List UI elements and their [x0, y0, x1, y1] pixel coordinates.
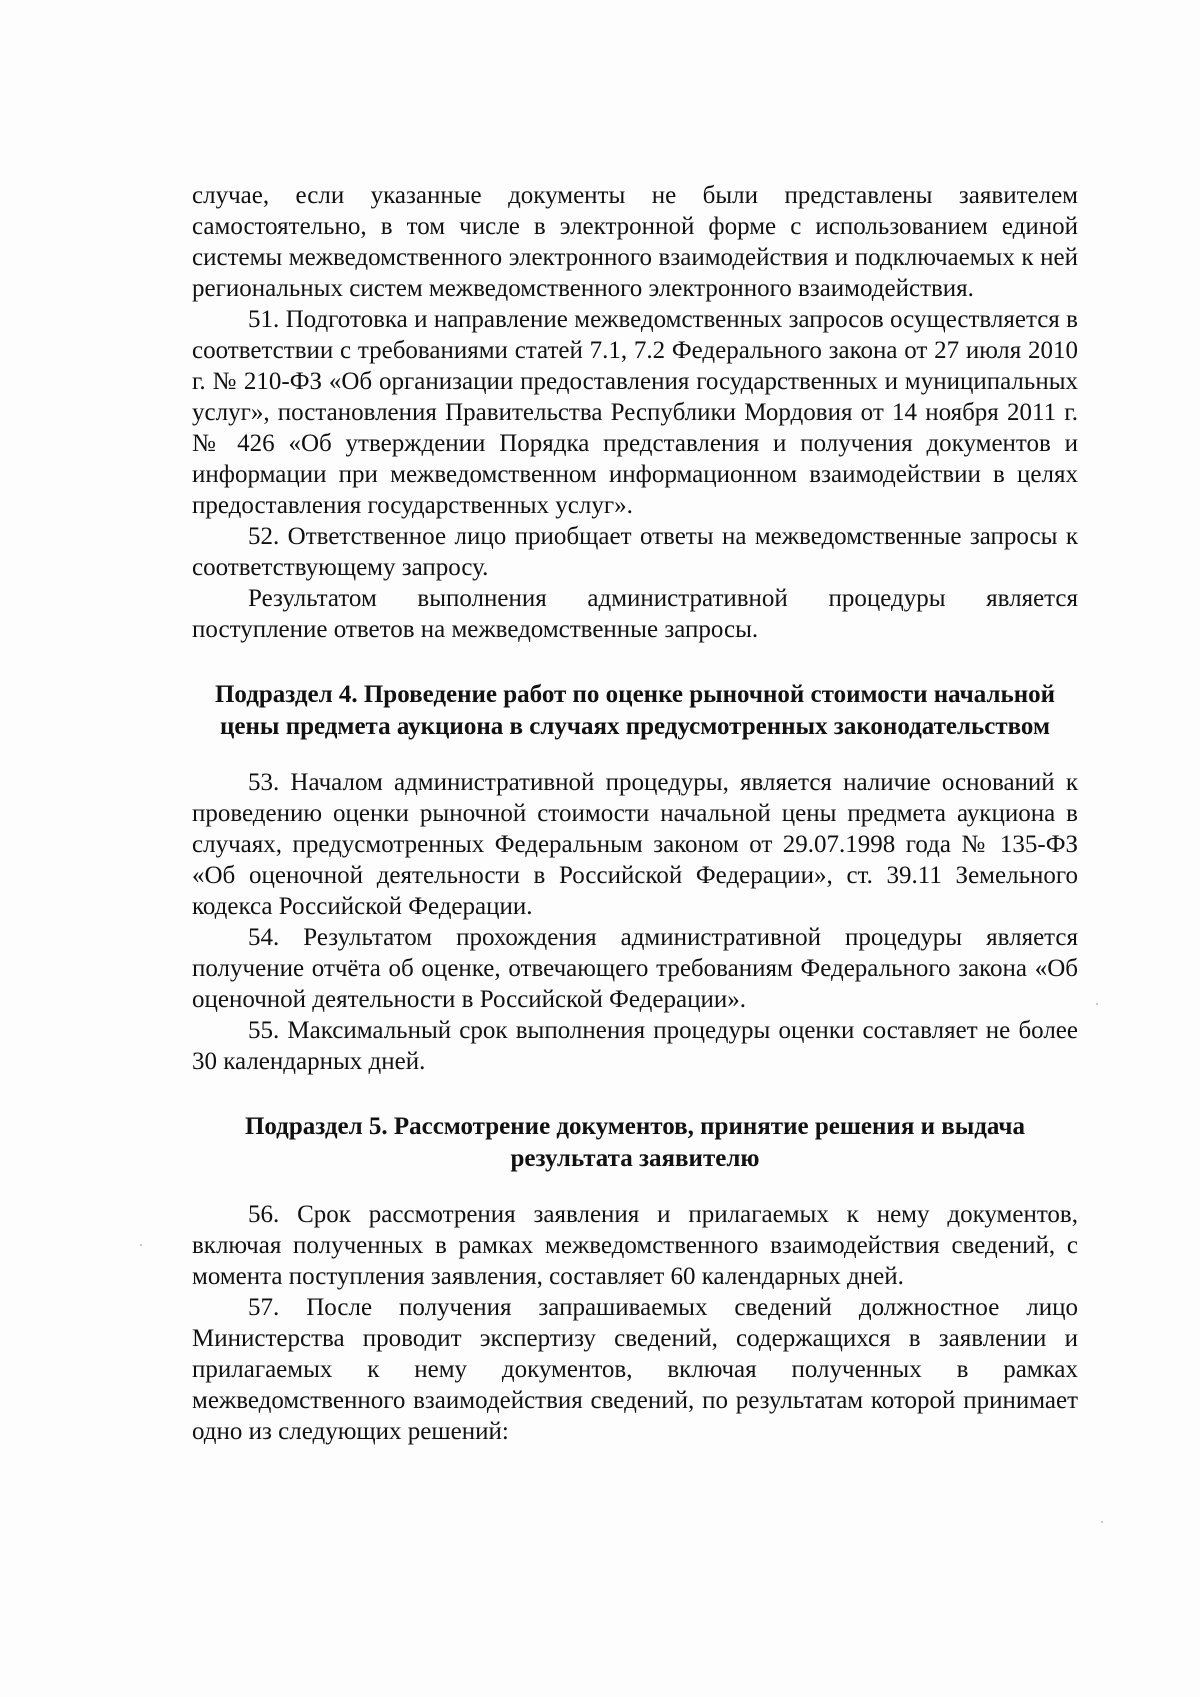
paragraph-55: 55. Максимальный срок выполнения процедуры оценки составляет не более 30 календарных дней.	[192, 1017, 1078, 1075]
scan-speck	[1096, 1003, 1098, 1005]
section-heading-5: Подраздел 5. Рассмотрение документов, принятие решения и выдача результата заявителю	[244, 1113, 1026, 1172]
scan-speck	[140, 1244, 142, 1246]
spacer	[192, 645, 1078, 679]
spacer	[192, 1077, 1078, 1111]
section-heading-4: Подраздел 4. Проведение работ по оценке рыночной стоимости начальной цены предмета аукциона в случаях предусмотренных законодательством	[214, 681, 1056, 740]
document-body	[192, 180, 1078, 1447]
paragraph-51: 51. Подготовка и направление межведомственных запросов осуществляется в соответствии с требованиями статей 7.1, 7.2 Федерального закона от 27 июля 2010 г. № 210-ФЗ «Об организации предоставления государственных и муниципальных услуг», постановления Правительства Республики Мордовия от 14 ноября 2011 г. № 426 «Об утверждении Порядка представления и получения документов и информации при межведомственном информационном взаимодействии в целях предоставления государственных услуг».	[192, 306, 1078, 519]
paragraph-continuation: случае, если указанные документы не были представлены заявителем самостоятельно, в том числе в электронной форме с использованием единой системы межведомственного электронного взаимодействия и подключаемых к ней региональных систем межведомственного электронного взаимодействия.	[192, 182, 1078, 302]
paragraph-52-result: Результатом выполнения административной процедуры является поступление ответов на межведомственные запросы.	[192, 585, 1078, 643]
paragraph-57: 57. После получения запрашиваемых сведений должностное лицо Министерства проводит экспертизу сведений, содержащихся в заявлении и прилагаемых к нему документов, включая полученных в рамках межведомственного взаимодействия сведений, по результатам которой принимает одно из следующих решений:	[192, 1294, 1078, 1445]
paragraph-52: 52. Ответственное лицо приобщает ответы на межведомственные запросы к соответствующему запросу.	[192, 523, 1078, 581]
paragraph-53: 53. Началом административной процедуры, является наличие оснований к проведению оценки рыночной стоимости начальной цены предмета аукциона в случаях, предусмотренных Федеральным законом от 29.07.1998 года № 135-ФЗ «Об оценочной деятельности в Российской Федерации», ст. 39.11 Земельного кодекса Российской Федерации.	[192, 769, 1078, 920]
paragraph-54: 54. Результатом прохождения административной процедуры является получение отчёта об оценке, отвечающего требованиям Федерального закона «Об оценочной деятельности в Российской Федерации».	[192, 924, 1078, 1013]
paragraph-56: 56. Срок рассмотрения заявления и прилагаемых к нему документов, включая полученных в рамках межведомственного взаимодействия сведений, с момента поступления заявления, составляет 60 календарных дней.	[192, 1201, 1078, 1290]
scan-speck	[1101, 1521, 1103, 1523]
spacer	[192, 743, 1078, 767]
spacer	[192, 1175, 1078, 1199]
